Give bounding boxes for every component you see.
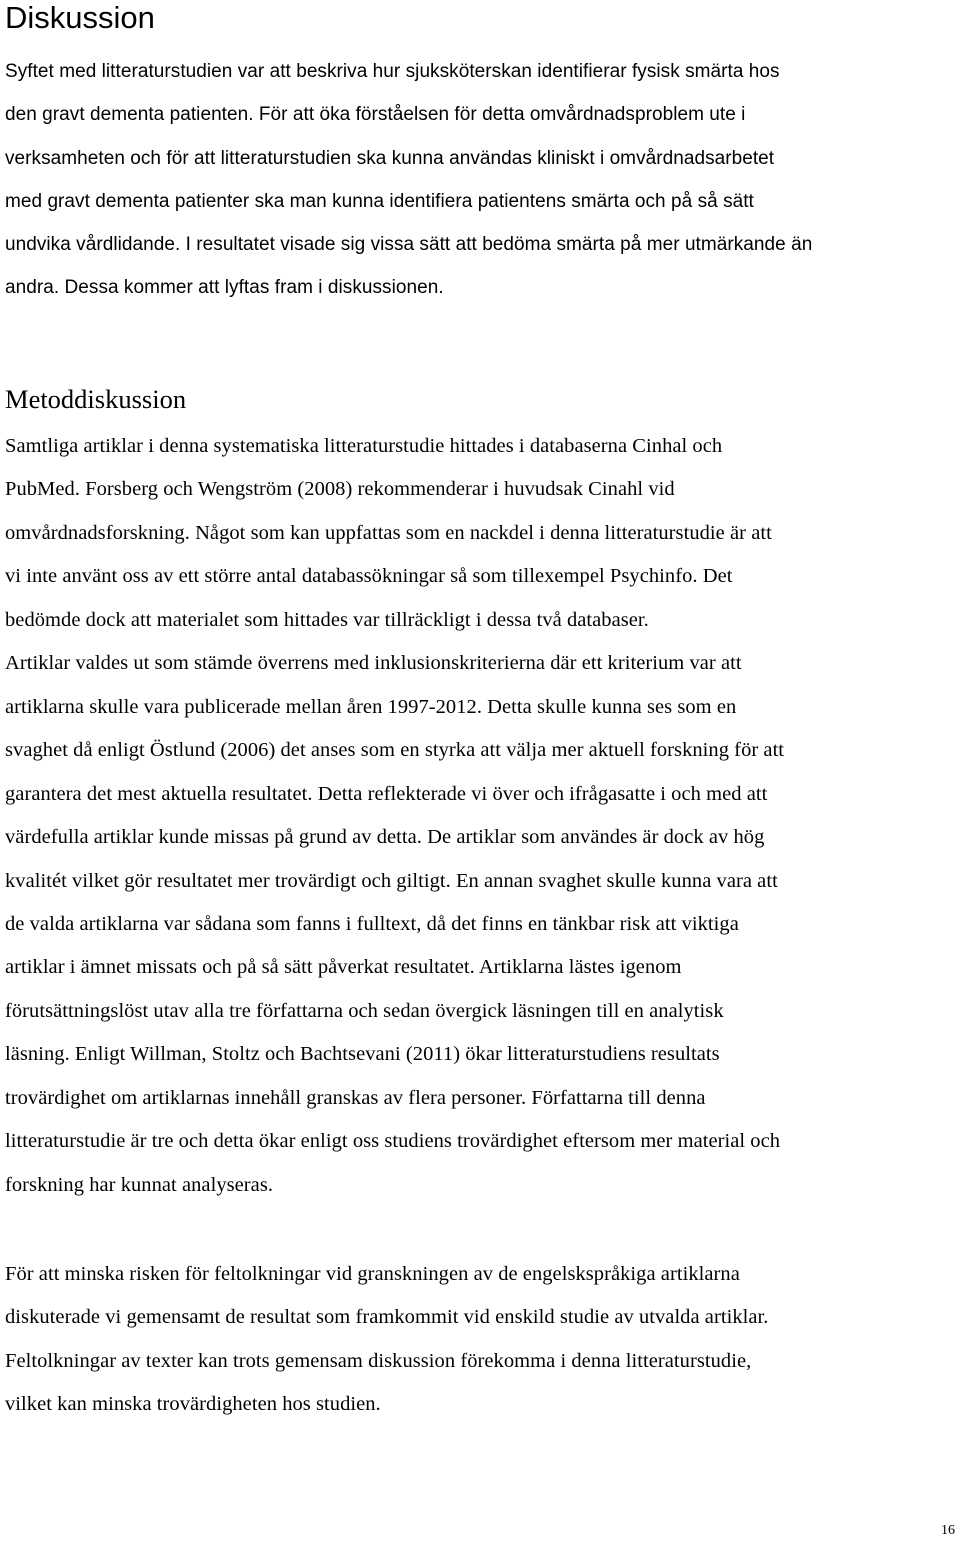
method-paragraph-2: För att minska risken för feltolkningar vid granskningen av de engelskspråkiga artiklarna diskuterade vi gemensamt de resultat som framkommit vid enskild studie av utvalda artiklar. Feltolkningar av texter kan trots gemensam diskussion förekomma i denna litteraturstudie, vilket kan minska trovärdigheten hos studien. [5, 1263, 769, 1415]
intro-paragraph: Syftet med litteraturstudien var att beskriva hur sjuksköterskan identifierar fysisk smärta hos den gravt dementa patienten. För att öka förståelsen för detta omvårdnadsproblem ute i verksamheten och för att litteraturstudien ska kunna användas kliniskt i omvårdnadsarbetet med gravt dementa patienter ska man kunna identifiera patientens smärta och på så sätt undvika vårdlidande. I resultatet visade sig vissa sätt att bedöma smärta på mer utmärkande än andra. Dessa kommer att lyftas fram i diskussionen. [5, 61, 813, 299]
method-paragraph-1: Samtliga artiklar i denna systematiska litteraturstudie hittades i databaserna Cinhal och PubMed. Forsberg och Wengström (2008) rekommenderar i huvudsak Cinahl vid omvårdnadsforskning. Något som kan uppfattas som en nackdel i denna litteraturstudie är att vi inte använt oss av ett större antal databassökningar så som tillexempel Psychinfo. Det bedömde dock att materialet som hittades var tillräckligt i dessa två databaser. Artiklar valdes ut som stämde överrens med inklusionskriterierna där ett kriterium var att artiklarna skulle vara publicerade mellan åren 1997-2012. Detta skulle kunna ses som en svaghet då enligt Östlund (2006) det anses som en styrka att välja mer aktuell forskning för att garantera det mest aktuella resultatet. Detta reflekterade vi över och ifrågasatte i och med att värdefulla artiklar kunde missas på grund av detta. De artiklar som användes är dock av hög kvalitét vilket gör resultatet mer trovärdigt och giltigt. En annan svaghet skulle kunna vara att de valda artiklarna var sådana som fanns i fulltext, då det finns en tänkbar risk att viktiga artiklar i ämnet missats och på så sätt påverkat resultatet. Artiklarna lästes igenom förutsättningslöst utav alla tre författarna och sedan övergick läsningen till en analytisk läsning. Enligt Willman, Stoltz och Bachtsevani (2011) ökar litteraturstudiens resultats trovärdighet om artiklarnas innehåll granskas av flera personer. Författarna till denna litteraturstudie är tre och detta ökar enligt oss studiens trovärdighet eftersom mer material och forskning har kunnat analyseras. [5, 435, 785, 1196]
section-heading: Diskussion [5, 0, 155, 35]
method-subheading: Metoddiskussion [5, 384, 187, 414]
page-number: 16 [941, 1523, 955, 1538]
